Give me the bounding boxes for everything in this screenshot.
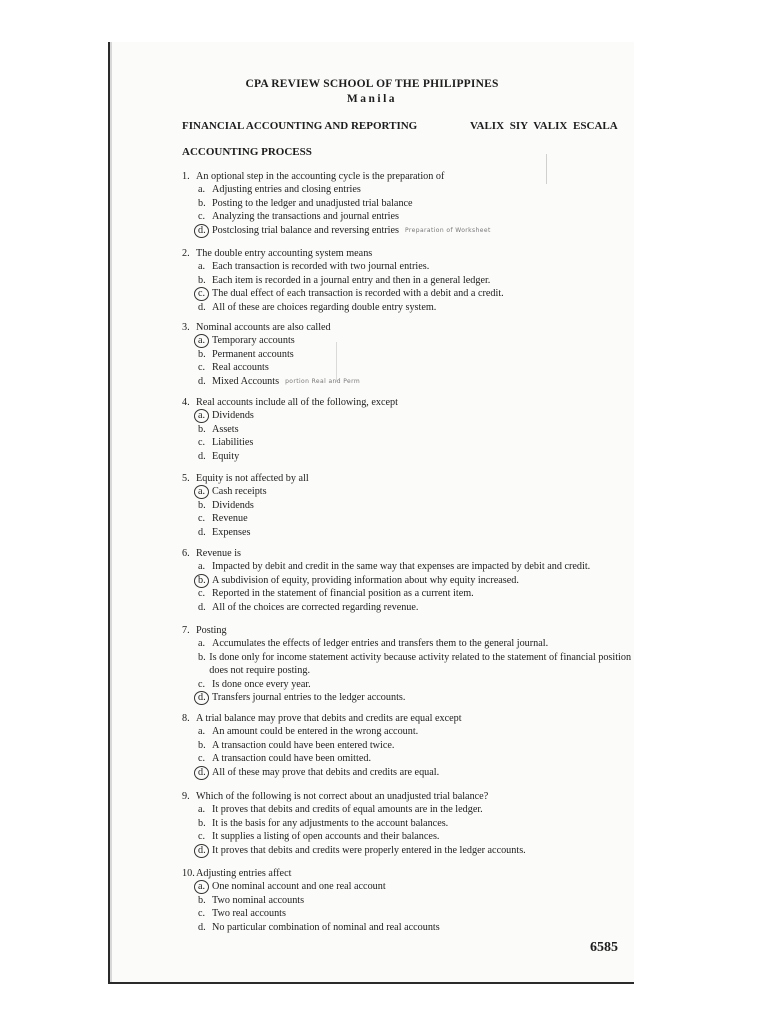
option-text: Is done once every year.	[212, 678, 311, 690]
option-letter: c.	[198, 437, 206, 449]
option-text: An amount could be entered in the wrong account.	[212, 726, 419, 738]
option-list	[198, 560, 632, 614]
subject-heading: FINANCIAL ACCOUNTING AND REPORTING	[182, 120, 418, 132]
option-text: Permanent accounts	[212, 348, 294, 360]
answer-option	[198, 574, 632, 587]
question-item	[182, 790, 632, 857]
circled-option-letter: d.	[198, 691, 212, 704]
answer-option	[198, 637, 632, 650]
option-letter: d.	[198, 526, 206, 538]
question-text: Posting	[196, 625, 227, 636]
option-letter: b.	[198, 651, 206, 663]
answer-option	[198, 587, 632, 600]
circled-option-letter: d.	[198, 224, 212, 237]
option-letter: a.	[198, 561, 206, 573]
option-text: It proves that debits and credits of equal amounts are in the ledger.	[212, 804, 483, 816]
option-list	[198, 409, 632, 463]
circled-option-letter: b.	[198, 574, 212, 587]
question-item	[182, 712, 632, 779]
question-text: Adjusting entries affect	[196, 868, 292, 879]
option-text: Is done only for income statement activity because activity related to the statement of financial position does not require posting.	[209, 651, 632, 677]
circled-option-letter: a.	[198, 334, 212, 347]
option-letter: c.	[198, 362, 206, 374]
answer-option	[198, 485, 632, 498]
option-text: It proves that debits and credits were properly entered in the ledger accounts.	[212, 844, 526, 856]
option-text: A transaction could have been omitted.	[212, 753, 371, 765]
option-text: Real accounts	[212, 362, 269, 374]
option-text: Each item is recorded in a journal entry and then in a general ledger.	[212, 274, 491, 286]
question-item	[182, 396, 632, 463]
question-number: 6.	[182, 548, 190, 559]
option-text: Revenue	[212, 513, 248, 525]
circled-option-letter: a.	[198, 485, 212, 498]
answer-option	[198, 526, 632, 539]
option-text: No particular combination of nominal and real accounts	[212, 921, 440, 933]
option-letter: c.	[198, 753, 206, 765]
question-item	[182, 547, 632, 614]
question-item	[182, 247, 632, 314]
question-stem	[182, 396, 632, 409]
question-item	[182, 867, 632, 934]
option-text: Analyzing the transactions and journal entries	[212, 211, 399, 223]
option-text: Mixed Accounts	[212, 375, 280, 387]
answer-option	[198, 678, 632, 691]
option-list	[198, 485, 632, 539]
option-text: Impacted by debit and credit in the same way that expenses are impacted by debit and credit.	[212, 561, 591, 573]
answer-option	[198, 436, 632, 449]
option-text: Reported in the statement of financial position as a current item.	[212, 588, 474, 600]
question-text: An optional step in the accounting cycle is the preparation of	[196, 171, 445, 182]
question-number: 2.	[182, 248, 190, 259]
question-text: A trial balance may prove that debits and credits are equal except	[196, 713, 462, 724]
option-letter: b.	[198, 274, 206, 286]
option-letter: b.	[198, 894, 206, 906]
option-text: All of these may prove that debits and credits are equal.	[212, 766, 440, 778]
option-list	[198, 725, 632, 779]
answer-option	[198, 844, 632, 857]
option-text: Assets	[212, 423, 239, 435]
answer-option	[198, 375, 632, 388]
answer-option	[198, 348, 632, 361]
answer-option	[198, 512, 632, 525]
answer-option	[198, 921, 632, 934]
option-letter: b.	[198, 197, 206, 209]
question-stem	[182, 624, 632, 637]
answer-option	[198, 880, 632, 893]
question-stem	[182, 170, 632, 183]
option-letter: d.	[198, 921, 206, 933]
option-text: It supplies a listing of open accounts and their balances.	[212, 831, 440, 843]
option-letter: a.	[198, 261, 206, 273]
option-text: Postclosing trial balance and reversing entries	[212, 224, 399, 236]
option-letter: b.	[198, 423, 206, 435]
answer-option	[198, 560, 632, 573]
option-letter: a.	[198, 726, 206, 738]
answer-option	[198, 334, 632, 347]
option-text: Temporary accounts	[212, 335, 295, 347]
option-list	[198, 803, 632, 857]
question-text: Real accounts include all of the following, except	[196, 397, 398, 408]
option-letter: d.	[198, 375, 206, 387]
option-text: Transfers journal entries to the ledger accounts.	[212, 692, 406, 704]
answer-option	[198, 830, 632, 843]
option-list	[198, 260, 632, 314]
question-stem	[182, 321, 632, 334]
option-letter: d.	[198, 450, 206, 462]
question-number: 10.	[182, 868, 195, 879]
option-letter: c.	[198, 211, 206, 223]
question-stem	[182, 472, 632, 485]
answer-option	[198, 224, 632, 237]
option-list	[198, 334, 632, 388]
school-title: CPA REVIEW SCHOOL OF THE PHILIPPINES	[245, 78, 499, 90]
option-text: Two real accounts	[212, 908, 286, 920]
answer-option	[198, 260, 632, 273]
option-text: Expenses	[212, 526, 251, 538]
answer-option	[198, 691, 632, 704]
option-text: All of these are choices regarding double entry system.	[212, 301, 437, 313]
question-text: Revenue is	[196, 548, 241, 559]
circled-option-letter: d.	[198, 766, 212, 779]
question-number: 9.	[182, 791, 190, 802]
option-list	[198, 183, 632, 237]
handwritten-note: Preparation of Worksheet	[405, 226, 491, 234]
question-number: 5.	[182, 473, 190, 484]
question-stem	[182, 790, 632, 803]
option-letter: c.	[198, 588, 206, 600]
question-stem	[182, 867, 632, 880]
city-title: Manila	[346, 93, 398, 105]
question-item	[182, 472, 632, 539]
question-text: Equity is not affected by all	[196, 473, 309, 484]
answer-option	[198, 651, 632, 678]
handwritten-note: portion Real and Perm	[285, 377, 361, 385]
option-letter: a.	[198, 804, 206, 816]
option-letter: b.	[198, 817, 206, 829]
answer-option	[198, 210, 632, 223]
question-item	[182, 170, 632, 237]
answer-option	[198, 287, 632, 300]
option-letter: b.	[198, 739, 206, 751]
option-letter: c.	[198, 831, 206, 843]
question-text: The double entry accounting system means	[196, 248, 373, 259]
circled-option-letter: c.	[198, 287, 212, 300]
option-letter: c.	[198, 908, 206, 920]
option-letter: d.	[198, 601, 206, 613]
option-letter: a.	[198, 638, 206, 650]
question-stem	[182, 712, 632, 725]
circled-option-letter: d.	[198, 844, 212, 857]
option-text: Accumulates the effects of ledger entries and transfers them to the general journal.	[212, 638, 549, 650]
answer-option	[198, 499, 632, 512]
question-item	[182, 624, 632, 704]
answer-option	[198, 197, 632, 210]
option-text: Dividends	[212, 499, 254, 511]
option-letter: b.	[198, 499, 206, 511]
option-letter: a.	[198, 184, 206, 196]
option-text: A transaction could have been entered twice.	[212, 739, 395, 751]
question-item	[182, 321, 632, 388]
authors-heading: VALIX SIY VALIX ESCALA	[470, 120, 618, 132]
option-text: The dual effect of each transaction is recorded with a debit and a credit.	[212, 288, 504, 300]
option-text: Each transaction is recorded with two journal entries.	[212, 261, 430, 273]
option-text: Cash receipts	[212, 486, 267, 498]
option-letter: c.	[198, 678, 206, 690]
document-page	[108, 42, 634, 984]
answer-option	[198, 907, 632, 920]
question-number: 8.	[182, 713, 190, 724]
question-number: 3.	[182, 322, 190, 333]
answer-option	[198, 752, 632, 765]
question-text: Which of the following is not correct about an unadjusted trial balance?	[196, 791, 489, 802]
answer-option	[198, 301, 632, 314]
question-number: 7.	[182, 625, 190, 636]
answer-option	[198, 803, 632, 816]
question-stem	[182, 547, 632, 560]
option-text: Equity	[212, 450, 240, 462]
answer-option	[198, 739, 632, 752]
option-letter: d.	[198, 301, 206, 313]
circled-option-letter: a.	[198, 880, 212, 893]
option-text: Liabilities	[212, 437, 254, 449]
answer-option	[198, 725, 632, 738]
answer-option	[198, 601, 632, 614]
option-letter: b.	[198, 348, 206, 360]
option-text: Dividends	[212, 410, 254, 422]
question-text: Nominal accounts are also called	[196, 322, 331, 333]
option-text: One nominal account and one real account	[212, 881, 386, 893]
option-list	[198, 637, 632, 704]
page-number: 6585	[590, 940, 618, 955]
topic-heading: ACCOUNTING PROCESS	[182, 146, 312, 158]
answer-option	[198, 894, 632, 907]
option-list	[198, 880, 632, 934]
answer-option	[198, 423, 632, 436]
answer-option	[198, 183, 632, 196]
answer-option	[198, 274, 632, 287]
answer-option	[198, 409, 632, 422]
circled-option-letter: a.	[198, 409, 212, 422]
option-letter: c.	[198, 513, 206, 525]
answer-option	[198, 450, 632, 463]
question-number: 1.	[182, 171, 190, 182]
option-text: All of the choices are corrected regarding revenue.	[212, 601, 419, 613]
answer-option	[198, 361, 632, 374]
question-stem	[182, 247, 632, 260]
option-text: It is the basis for any adjustments to the account balances.	[212, 817, 449, 829]
option-text: Adjusting entries and closing entries	[212, 184, 361, 196]
option-text: A subdivision of equity, providing information about why equity increased.	[212, 574, 519, 586]
option-text: Two nominal accounts	[212, 894, 305, 906]
question-number: 4.	[182, 397, 190, 408]
option-text: Posting to the ledger and unadjusted trial balance	[212, 197, 413, 209]
answer-option	[198, 817, 632, 830]
answer-option	[198, 766, 632, 779]
